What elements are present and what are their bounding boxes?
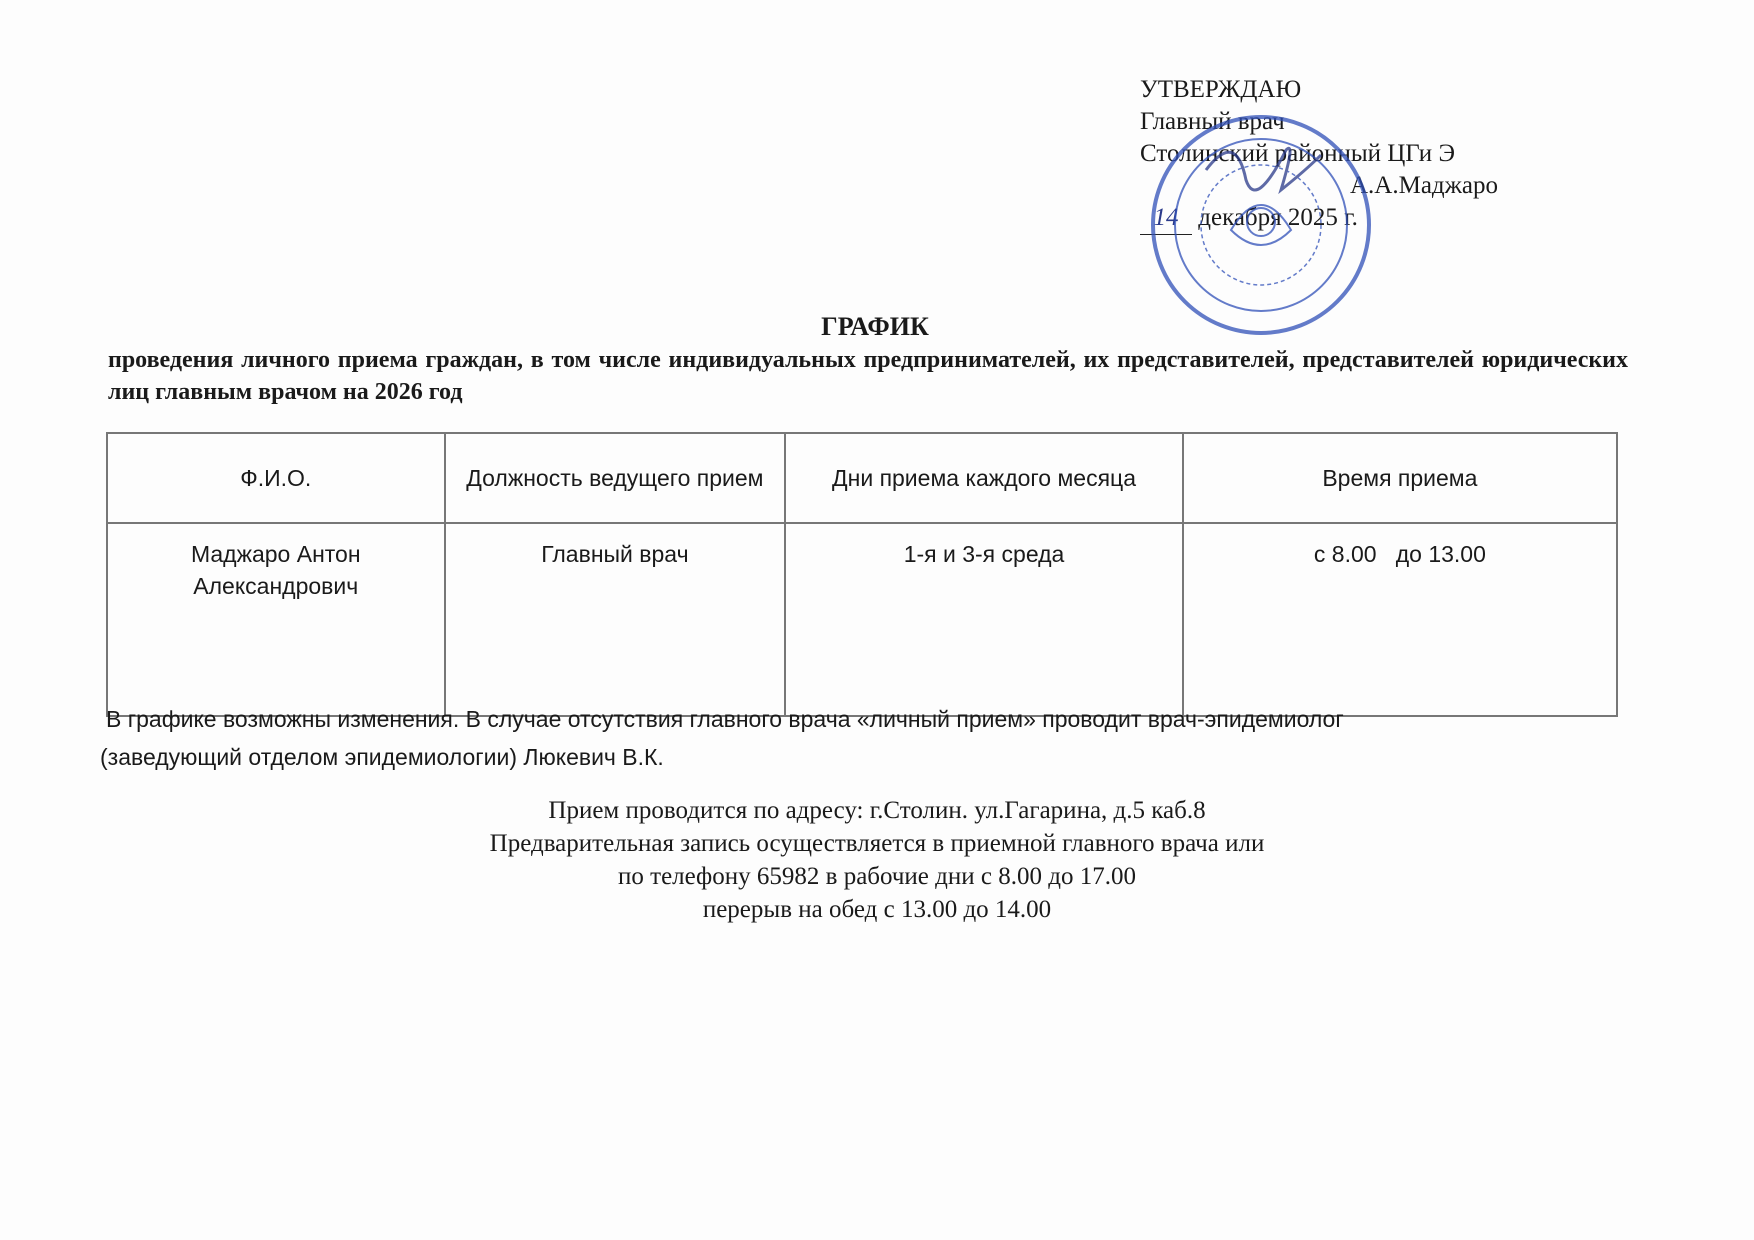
note-line-2: (заведующий отделом эпидемиологии) Люкевич В.К. (100, 744, 664, 770)
fio-line1: Маджаро Антон (190, 541, 361, 567)
note-line-1: В графике возможны изменения. В случае отсутствия главного врача «личный прием» проводит врач-эпидемиолог (106, 706, 1344, 732)
cell-fio (107, 523, 445, 716)
approval-heading: УТВЕРЖДАЮ (1140, 76, 1302, 103)
info-lunch: перерыв на обед с 13.00 до 14.00 (702, 896, 1052, 923)
table-row (107, 523, 1617, 716)
schedule-table (106, 432, 1618, 717)
approval-organization: Столинский районный ЦГи Э (1140, 140, 1455, 167)
cell-days: 1-я и 3-я среда (785, 523, 1182, 716)
header-days: Дни приема каждого месяца (785, 433, 1182, 523)
table-header-row (107, 433, 1617, 523)
fio-line2: Александрович (193, 573, 359, 599)
info-address: Прием проводится по адресу: г.Столин. ул.Гагарина, д.5 каб.8 (548, 797, 1206, 824)
approval-position: Главный врач (1140, 108, 1285, 135)
header-time: Время приема (1183, 433, 1617, 523)
cell-position: Главный врач (445, 523, 786, 716)
document-subtitle: проведения личного приема граждан, в том числе индивидуальных предпринимателей, их представителей, представителей юридических лиц главным врачом на 2026 год (108, 347, 1628, 405)
info-phone: по телефону 65982 в рабочие дни с 8.00 до 17.00 (618, 863, 1136, 890)
approval-date-rest: декабря 2025 г. (1198, 204, 1358, 231)
cell-time: с 8.00 до 13.00 (1183, 523, 1617, 716)
approval-name: А.А.Маджаро (1350, 172, 1499, 199)
official-seal (1146, 110, 1376, 340)
document-title: ГРАФИК (821, 312, 929, 341)
header-fio: Ф.И.О. (107, 433, 445, 523)
note-block (100, 700, 1660, 776)
info-block (100, 794, 1654, 926)
header-position: Должность ведущего прием (445, 433, 786, 523)
info-registration: Предварительная запись осуществляется в приемной главного врача или (489, 830, 1265, 857)
approval-day: 14 (1140, 202, 1192, 235)
